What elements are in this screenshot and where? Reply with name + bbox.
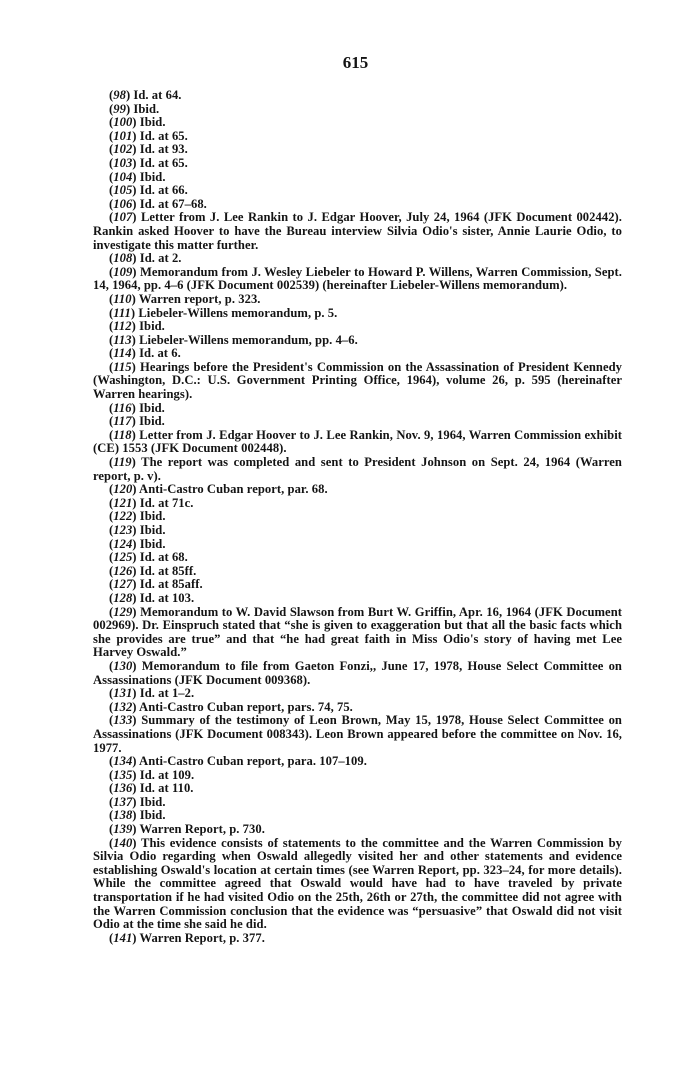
footnote-text: Ibid. [139,536,166,551]
footnote-text: Ibid. [139,115,166,130]
footnote-text: Id. at 65. [139,128,188,143]
footnote [93,116,622,130]
footnote-text: Id. at 65. [139,155,188,170]
footnote-number: ( 98 ) [109,88,133,102]
footnote-text: Ibid. [139,169,166,184]
footnote [93,497,622,511]
footnote [93,171,622,185]
footnote-text: Id. at 6. [139,346,181,361]
footnote [93,89,622,103]
footnote-number: ( 126 ) [109,564,140,578]
footnote-text: Letter from J. Edgar Hoover to J. Lee Rankin, Nov. 9, 1964, Warren Commission exhibit (CE) 1553 (JFK Document 002448). [93,427,622,456]
footnote-number: ( 99 ) [109,102,133,116]
footnote [93,782,622,796]
footnote [93,837,622,932]
footnote-number: ( 135 ) [109,768,140,782]
footnote-text: Id. at 85ff. [139,563,197,578]
footnote-text: Ibid. [139,319,165,334]
footnote [93,143,622,157]
footnote [93,320,622,334]
footnote-text: Id. at 103. [139,590,195,605]
footnote-number: ( 118 ) [109,428,139,442]
footnote [93,524,622,538]
footnote-number: ( 130 ) [109,659,142,673]
footnote [93,293,622,307]
footnote [93,769,622,783]
footnote-number: ( 139 ) [109,822,140,836]
footnote-number: ( 119 ) [109,455,141,469]
footnote [93,429,622,456]
footnote-text: Warren report, p. 323. [138,291,261,306]
footnote [93,361,622,402]
footnote-text: Id. at 67–68. [139,196,207,211]
footnotes-list [93,89,622,945]
footnote-number: ( 127 ) [109,577,140,591]
footnote-text: Memorandum from J. Wesley Liebeler to Howard P. Willens, Warren Commission, Sept. 14, 1964, pp. 4–6 (JFK Document 002539) (hereinafter Liebeler-Willens memorandum). [93,264,622,293]
footnote-text: Summary of the testimony of Leon Brown, May 15, 1978, House Select Committee on Assassinations (JFK Document 008343). Leon Brown appeared before the committee on Nov. 16, 1977. [93,713,622,755]
footnote [93,347,622,361]
footnote [93,809,622,823]
footnote [93,266,622,293]
footnote-number: ( 107 ) [109,210,141,224]
footnote-number: ( 140 ) [109,836,141,850]
footnote-text: Id. at 2. [139,251,182,266]
footnote-number: ( 121 ) [109,496,140,510]
footnote-number: ( 101 ) [109,129,140,143]
footnote-number: ( 125 ) [109,550,140,564]
footnote [93,578,622,592]
footnote-text: Id. at 93. [139,142,188,157]
footnote-text: Id. at 71c. [139,495,194,510]
footnote [93,184,622,198]
footnote [93,456,622,483]
footnote-number: ( 108 ) [109,251,140,265]
footnote [93,606,622,660]
footnote-number: ( 112 ) [109,319,139,333]
footnote-text: Ibid. [133,101,160,116]
footnote [93,415,622,429]
footnote-number: ( 129 ) [109,605,140,619]
footnote [93,796,622,810]
footnote-text: Anti-Castro Cuban report, pars. 74, 75. [139,699,353,714]
footnote-number: ( 141 ) [109,931,140,945]
footnote [93,252,622,266]
footnote [93,510,622,524]
footnote [93,307,622,321]
footnote-number: ( 102 ) [109,142,140,156]
footnote-text: Memorandum to W. David Slawson from Burt W. Griffin, Apr. 16, 1964 (JFK Document 002969). Dr. Einspruch stated that “she is given to exaggeration but that all the basic facts which she provides are true” and that “he had great faith in Miss Odio's story of having met Lee Harvey Oswald.” [93,604,622,660]
footnote-number: ( 111 ) [109,306,138,320]
footnote-text: Ibid. [139,808,166,823]
footnote-number: ( 133 ) [109,713,141,727]
footnote [93,157,622,171]
footnote-number: ( 128 ) [109,591,140,605]
footnote [93,402,622,416]
footnote [93,660,622,687]
footnote-text: Ibid. [139,414,165,429]
footnote [93,755,622,769]
footnote [93,823,622,837]
footnote [93,592,622,606]
footnote-text: This evidence consists of statements to the committee and the Warren Commission by Silvia Odio regarding when Oswald allegedly visited her and other statements and evidence establishing Oswald's location at certain times (see Warren Report, pp. 323–24, for more details). While the committee agreed that Oswald would have had to have traveled by private transportation if he had visited Odio on the 25th, 26th or 27th, the committee did not agree with the Warren Commission conclusion that the evidence was “persuasive” that Oswald did not visit Odio at the time she said he did. [93,835,622,932]
footnote-text: Ibid. [139,400,165,415]
footnote-text: Id. at 110. [139,781,194,796]
footnote-text: Ibid. [139,794,166,809]
footnote-number: ( 109 ) [109,265,140,279]
footnote-number: ( 110 ) [109,292,139,306]
footnote-text: Id. at 1–2. [139,686,195,701]
footnote-text: Letter from J. Lee Rankin to J. Edgar Hoover, July 24, 1964 (JFK Document 002442). Rankin asked Hoover to have the Bureau interview Silvia Odio's sister, Annie Laurie Odio, to investigate this matter further. [93,210,622,252]
footnote-number: ( 136 ) [109,781,140,795]
footnote-number: ( 113 ) [109,333,139,347]
footnote-number: ( 115 ) [109,360,140,374]
footnote-number: ( 131 ) [109,686,140,700]
footnote-number: ( 114 ) [109,346,139,360]
footnote-text: Hearings before the President's Commission on the Assassination of President Kennedy (Washington, D.C.: U.S. Government Printing Office, 1964), volume 26, p. 595 (hereinafter Warren hearings). [93,359,623,402]
footnote [93,211,622,252]
footnote-number: ( 132 ) [109,700,139,714]
footnote-number: ( 134 ) [109,754,139,768]
footnote-text: Ibid. [139,509,166,524]
footnote-number: ( 124 ) [109,537,140,551]
footnote-text: Warren Report, p. 730. [139,822,265,837]
footnote [93,130,622,144]
footnote [93,483,622,497]
footnote [93,565,622,579]
footnote-number: ( 103 ) [109,156,140,170]
footnote-text: Id. at 68. [139,550,188,565]
footnote-number: ( 120 ) [109,482,139,496]
footnote-text: Id. at 109. [139,767,195,782]
footnote-text: Memorandum to file from Gaeton Fonzi,, June 17, 1978, House Select Committee on Assassinations (JFK Document 009368). [93,658,622,687]
footnote-number: ( 117 ) [109,414,139,428]
footnote-number: ( 122 ) [109,509,140,523]
footnote-text: Id. at 85aff. [139,577,203,592]
footnote-number: ( 137 ) [109,795,140,809]
footnote-number: ( 100 ) [109,115,140,129]
footnote [93,701,622,715]
footnote-number: ( 138 ) [109,808,140,822]
footnote-text: Id. at 64. [133,88,182,102]
footnote [93,551,622,565]
footnote-number: ( 104 ) [109,170,140,184]
footnote-text: Ibid. [139,523,166,537]
footnote-text: The report was completed and sent to President Johnson on Sept. 24, 1964 (Warren report, p. v). [93,455,622,483]
footnote-text: Warren Report, p. 377. [139,930,265,945]
footnote-number: ( 116 ) [109,401,139,415]
footnote-text: Liebeler-Willens memorandum, pp. 4–6. [139,332,358,347]
footnote [93,334,622,348]
footnote-number: ( 106 ) [109,197,140,211]
footnote-number: ( 123 ) [109,523,140,537]
footnote [93,714,622,755]
footnote [93,198,622,212]
footnote [93,687,622,701]
footnote [93,538,622,552]
footnote-number: ( 105 ) [109,183,140,197]
footnote-text: Liebeler-Willens memorandum, p. 5. [138,305,338,320]
page-number: 615 [342,53,369,72]
footnote-text: Id. at 66. [139,183,188,198]
footnote-text: Anti-Castro Cuban report, para. 107–109. [139,754,367,769]
footnote [93,103,622,117]
footnote [93,932,622,946]
footnote-text: Anti-Castro Cuban report, par. 68. [139,482,328,497]
